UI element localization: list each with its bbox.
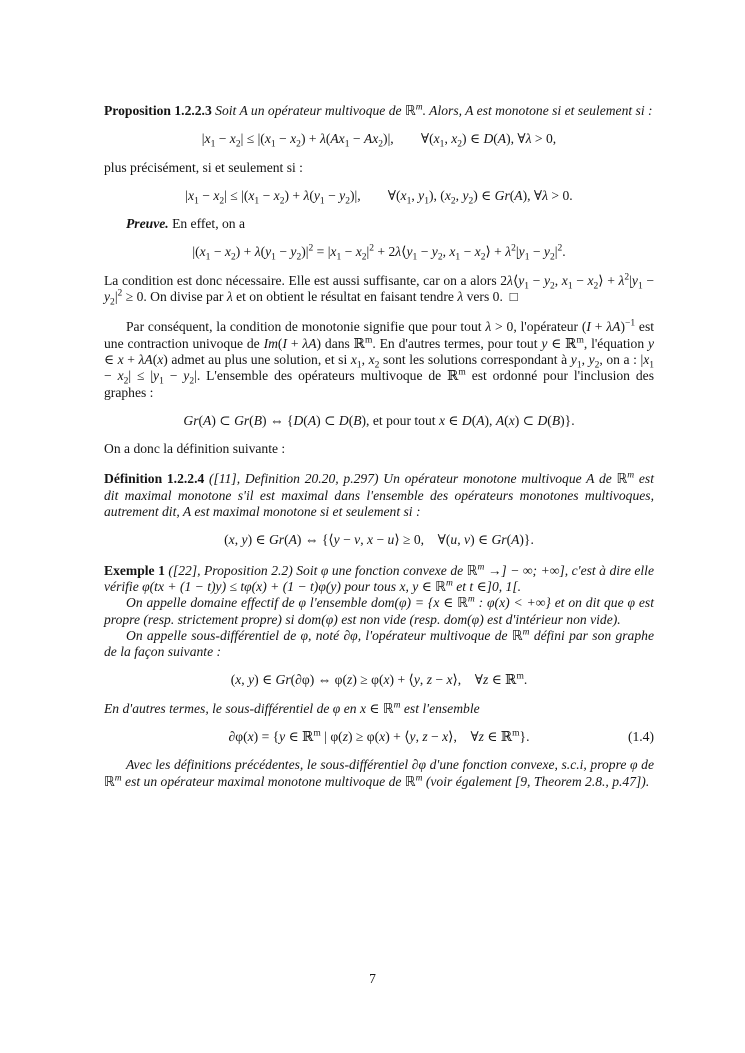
proof-heading: Preuve. [126,216,169,232]
paragraph-conclusion: Avec les définitions précédentes, le sous-différentiel ∂φ d'une fonction convexe, s.c.i, propre φ de ℝ$^m$ est un opérateur maximal monotone multivoque de ℝ$^m$ (voir également [9, Theorem 2.8., p.47]). [104,757,654,789]
equation-square-expansion: $|(x_1 - x_2) + \lambda(y_1 - y_2)|^2 = |x_1 - x_2|^2$ + $2\lambda⟨y_1 - y_2$, $x_1$ − $x_2⟩ + \lambda^2|y_1 - y_2|^2$. [192,243,566,264]
proposition-heading: Proposition 1.2.2.3 [104,103,212,118]
equation-subdifferential-set [104,729,654,745]
equation-monotonicity-y: $|x_1 - x_2| \le |(x_1 - x_2) + \lambda(y_1 - y_2)|$, $\forall(x_1$, $y_1$), ($x_2$, $y_2$) ∈ Gr(A), ∀λ > 0. [185,187,573,207]
equation-monotonicity-x: $|x_1 - x_2| \le |(x_1 - x_2) + \lambda(Ax_1 - Ax_2)|$, $\forall(x_1$, $x_2$) ∈ D(A), ∀λ > 0, [201,131,557,151]
paragraph-effective-domain: On appelle domaine effectif de φ l'ensemble dom(φ) = {x ∈ ℝ$^m$ : φ(x) < +∞} et on dit que φ est propre (resp. strictement propre) si dom(φ) est non vide (resp. dom(φ) est d'intérieur non vide). [104,594,654,627]
proof-block [104,216,654,232]
definition-block [104,471,654,520]
proposition-statement: Soit A un opérateur multivoque de ℝ$^m$. Alors, A est monotone si et seulement si : [215,102,653,118]
example-heading: Exemple 1 [104,562,165,578]
paragraph-consequence: Par conséquent, la condition de monotonie signifie que pour tout λ > 0, l'opérateur $(I + \lambda A)^{-1}$ est une contraction univoque de Im(I + λA) dans ℝ$^m$. En d'autres termes, pour tout y ∈ ℝ$^m$, l'équation y ∈ x + λA(x) admet au plus une solution, et si $x_1$, $x_2$ sont les solutions correspondant à $y_1$, $y_2$, on a : $|x_1 - x_2| \le |y_1 - y_2|$. L'ensemble des opérateurs multivoque de ℝ$^m$ est ordonné pour l'inclusion des graphes : [104,318,655,400]
proposition-block [104,103,654,119]
paragraph-proof-conclusion: La condition est donc nécessaire. Elle est aussi suffisante, car on a alors $2\lambda⟨y_1 - y_2$, $x_1$ − $x_2⟩ + \lambda^2|y_1 - y_2|^2 \ge 0$. On divise par λ et on obtient le résultat en faisant tendre λ vers 0. □ [104,272,654,308]
proof-intro: En effet, on a [172,216,246,232]
definition-heading: Définition 1.2.2.4 [104,471,205,487]
equation-subdifferential-graph: (x, y) ∈ Gr(∂φ) ⇔ φ(z) ≥ φ(x) + ⟨y, z − x⟩, ∀z ∈ ℝ$^m$. [230,671,528,688]
paragraph-subdifferential: On appelle sous-différentiel de φ, noté ∂φ, l'opérateur multivoque de ℝ$^m$ défini par son graphe de la façon suivante : [104,627,654,660]
paragraph-definition-intro: On a donc la définition suivante : [104,441,286,457]
paragraph-in-other-words: En d'autres termes, le sous-différentiel de φ en x ∈ ℝ$^m$ est l'ensemble [104,700,480,716]
paragraph-plus-precisement: plus précisément, si et seulement si : [104,159,303,175]
page-number: 7 [369,970,376,986]
equation-subdifferential-set-body: ∂φ(x) = {y ∈ ℝ$^m$ | φ(z) ≥ φ(x) + ⟨y, z − x⟩, ∀z ∈ ℝ$^m$}. [228,728,530,745]
equation-maximal-monotone: (x, y) ∈ Gr(A) ⇔ {⟨y − v, x − u⟩ ≥ 0, ∀(u, v) ∈ Gr(A)}. [224,532,534,548]
example-statement: ([22], Proposition 2.2) Soit φ une fonction convexe de ℝ$^m$ →] − ∞; +∞], c'est à dire elle vérifie φ(tx + (1 − t)y) ≤ tφ(x) + (1 − t)φ(y) pour tous x, y ∈ ℝ$^m$ et t ∈]0, 1[. [104,562,654,594]
definition-statement: ([11], Definition 20.20, p.297) Un opérateur monotone multivoque A de ℝ$^m$ est dit maximal monotone s'il est maximal dans l'ensemble des opérateurs monotones multivoques, autrement dit, A est maximal monotone si et seulement si : [104,470,655,520]
equation-number: (1.4) [627,729,654,745]
equation-graph-inclusion: Gr(A) ⊂ Gr(B) ⇔ {D(A) ⊂ D(B), et pour tout x ∈ D(A), A(x) ⊂ D(B)}. [183,412,575,428]
example-block [104,563,654,596]
